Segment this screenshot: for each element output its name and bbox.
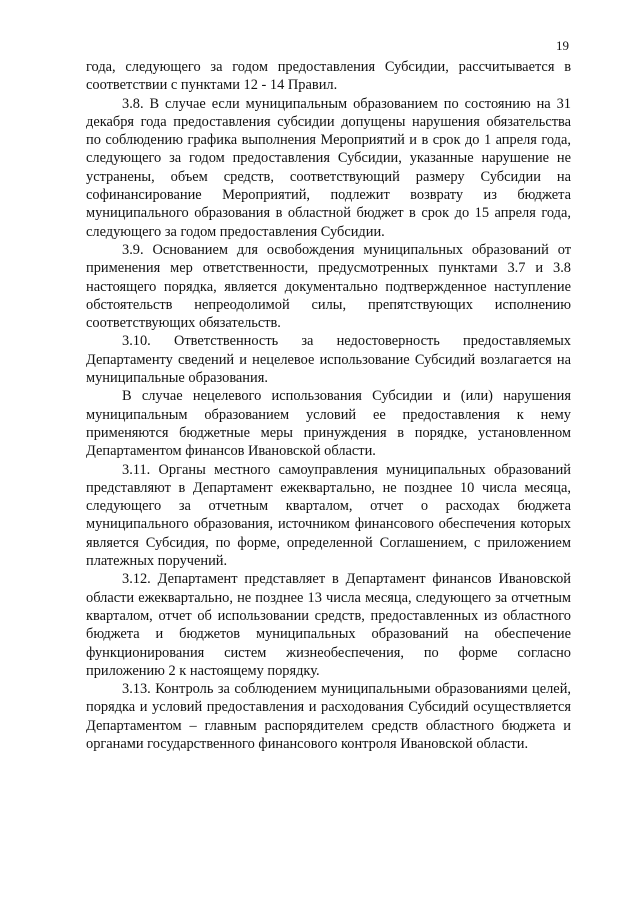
document-body (86, 58, 571, 753)
paragraph-3-8: 3.8. В случае если муниципальным образованием по состоянию на 31 декабря года предоставления субсидии допущены нарушения обязательства по соблюдению графика выполнения Мероприятий и в срок до 1 апреля года, следующего за годом предоставления Субсидии, указанные нарушение не устранены, объем средств, соответствующий размеру Субсидии на софинансирование Мероприятий, подлежит возврату из бюджета муниципального образования в областной бюджет в срок до 15 апреля года, следующего за годом предоставления Субсидии. (86, 95, 571, 240)
paragraph-3-9: 3.9. Основанием для освобождения муниципальных образований от применения мер ответственности, предусмотренных пунктами 3.7 и 3.8 настоящего порядка, является документально подтвержденное наступление обстоятельств непреодолимой силы, препятствующих исполнению соответствующих обязательств. (86, 241, 571, 332)
paragraph-3-11: 3.11. Органы местного самоуправления муниципальных образований представляют в Департамент ежеквартально, не позднее 10 числа месяца, следующего за отчетным кварталом, отчет о расходах бюджета муниципального образования, источником финансового обеспечения которых является Субсидия, по форме, определенной Соглашением, с приложением платежных поручений. (86, 461, 571, 570)
page-number: 19 (556, 38, 569, 53)
paragraph-misuse: В случае нецелевого использования Субсидии и (или) нарушения муниципальным образованием условий ее предоставления к нему применяются бюджетные меры принуждения в порядке, установленном Департаментом финансов Ивановской области. (86, 388, 571, 460)
paragraph-continuation: года, следующего за годом предоставления Субсидии, рассчитывается в соответствии с пунктами 12 - 14 Правил. (86, 59, 571, 94)
paragraph-3-10: 3.10. Ответственность за недостоверность предоставляемых Департаменту сведений и нецелевое использование Субсидий возлагается на муниципальные образования. (86, 333, 571, 387)
paragraph-3-12: 3.12. Департамент представляет в Департамент финансов Ивановской области ежеквартально, не позднее 13 числа месяца, следующего за отчетным кварталом, отчет об использовании средств, предоставленных из областного бюджета и бюджетов муниципальных образований на обеспечение функционирования систем жизнеобеспечения, по форме согласно приложению 2 к настоящему порядку. (86, 571, 571, 679)
paragraph-3-13: 3.13. Контроль за соблюдением муниципальными образованиями целей, порядка и условий предоставления и расходования Субсидий осуществляется Департаментом – главным распорядителем средств областного бюджета и органами государственного финансового контроля Ивановской области. (86, 681, 571, 752)
